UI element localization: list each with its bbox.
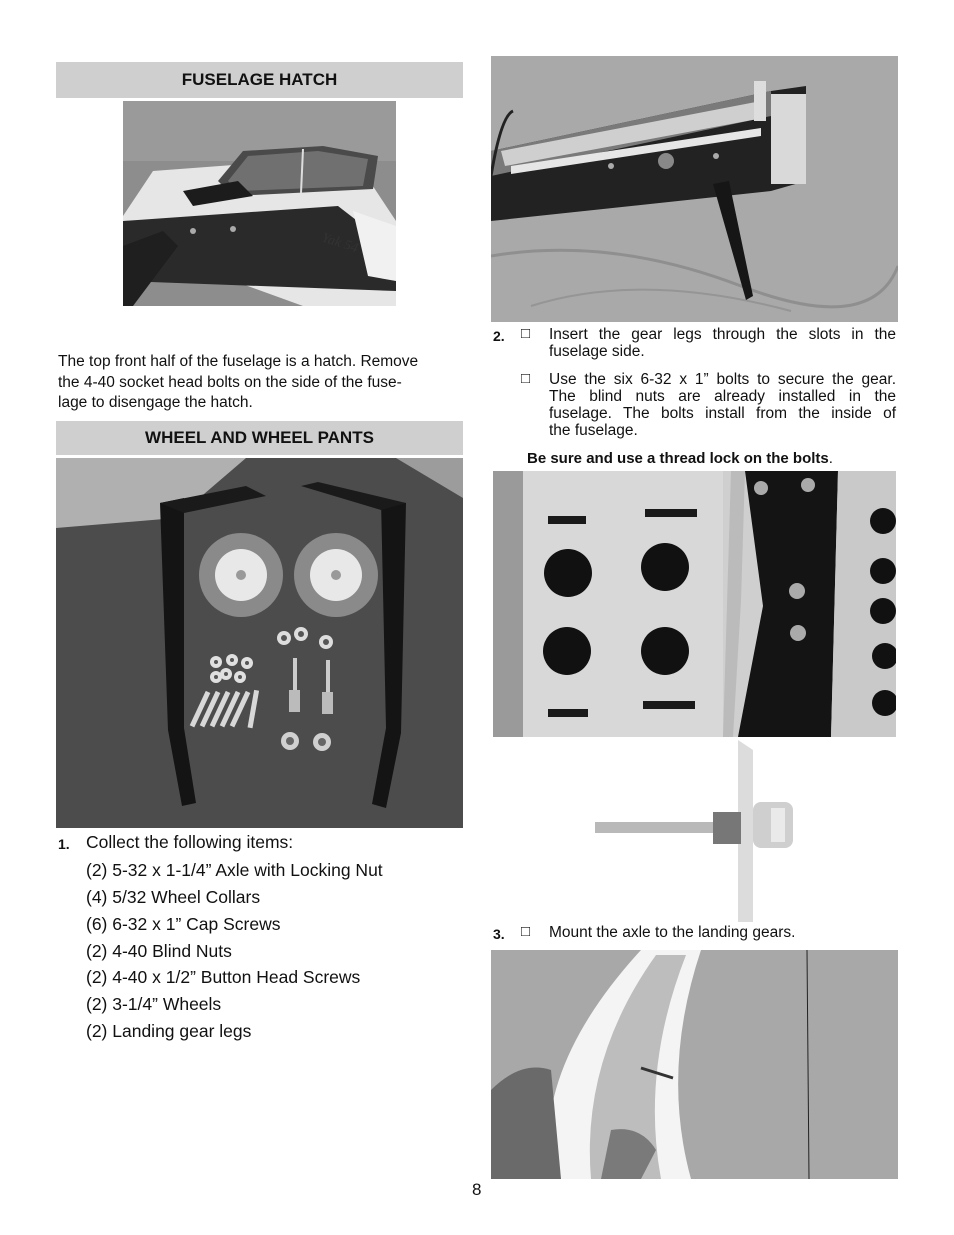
blind-nuts-photo [493, 471, 896, 737]
step-1-intro: Collect the following items: [86, 832, 294, 852]
parts-list-item: (2) 5-32 x 1-1/4” Axle with Locking Nut [86, 860, 383, 880]
parts-layout-photo [56, 458, 463, 828]
hatch-paragraph-line: the 4-40 socket head bolts on the side of the fuse- [58, 373, 402, 391]
hatch-paragraph [58, 352, 463, 414]
parts-list-item: (2) 4-40 x 1/2” Button Head Screws [86, 967, 361, 987]
thread-lock-note-period: . [828, 450, 833, 467]
parts-list-item: (2) Landing gear legs [86, 1021, 252, 1041]
parts-list-item: (2) 3-1/4” Wheels [86, 994, 222, 1014]
fuselage-hatch-photo [123, 101, 396, 306]
step-2-line: Use the six 6-32 x 1” bolts to secure the gear. [549, 371, 896, 388]
wheel-pant-photo [491, 950, 898, 1179]
hatch-paragraph-line: lage to disengage the hatch. [58, 394, 253, 411]
fuselage-gear-photo [491, 56, 898, 322]
step-1-number: 1. [58, 836, 70, 852]
step-2-checkbox-a[interactable]: □ [521, 325, 531, 342]
step-2-checkbox-b[interactable]: □ [521, 370, 531, 387]
parts-list-item: (4) 5/32 Wheel Collars [86, 887, 261, 907]
step-2-line: the fuselage. [549, 422, 638, 439]
step-3-number: 3. [493, 926, 505, 942]
step-2-line: Insert the gear legs through the slots in the [549, 326, 896, 343]
step-3-checkbox[interactable]: □ [521, 923, 531, 940]
hatch-paragraph-line: The top front half of the fuselage is a hatch. Remove [58, 353, 419, 370]
fuselage-hatch-heading: FUSELAGE HATCH [56, 62, 463, 98]
svg-text:Yak 54: Yak 54 [319, 230, 360, 257]
page-number: 8 [472, 1180, 482, 1199]
wheel-pants-heading: WHEEL AND WHEEL PANTS [56, 421, 463, 455]
step-2-line: The blind nuts are already installed in the [549, 388, 896, 405]
step-2-text-b [549, 371, 896, 439]
thread-lock-note-bold: Be sure and use a thread lock on the bolts [527, 450, 829, 467]
thread-lock-note [527, 450, 833, 467]
step-3-text: Mount the axle to the landing gears. [549, 924, 796, 941]
axle-photo [593, 740, 808, 922]
parts-list-item: (6) 6-32 x 1” Cap Screws [86, 914, 281, 934]
step-2-line: fuselage side. [549, 343, 645, 360]
step-2-text-a [549, 326, 896, 360]
step-2-number: 2. [493, 328, 505, 344]
parts-list-item: (2) 4-40 Blind Nuts [86, 941, 232, 961]
step-2-line: fuselage. The bolts install from the inside of [549, 405, 896, 422]
